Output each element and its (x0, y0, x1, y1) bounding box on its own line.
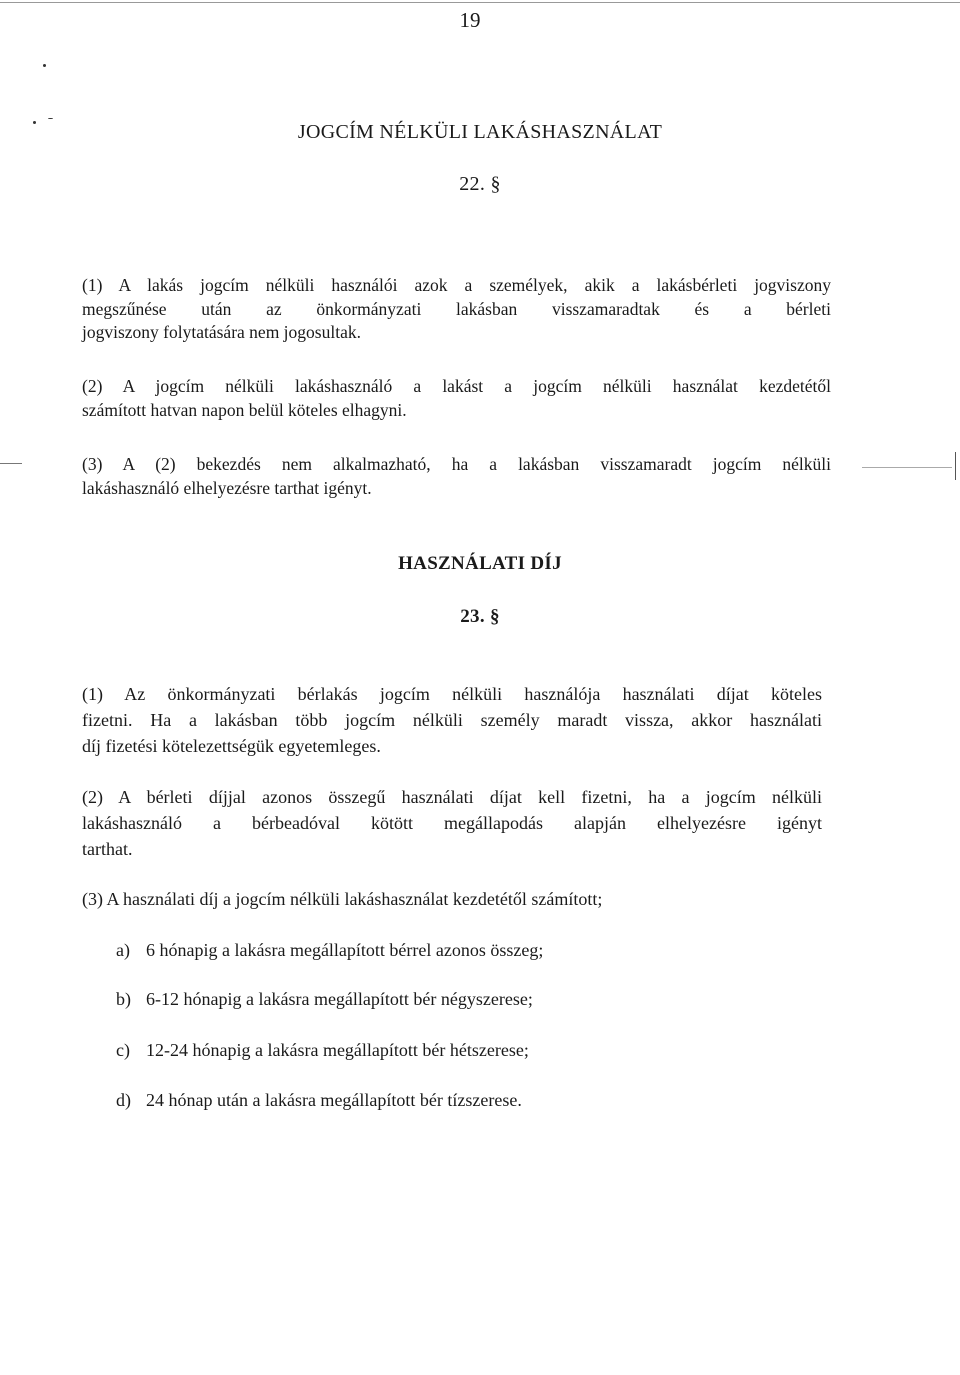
list-item-c (116, 1040, 529, 1061)
list-marker: a) (116, 940, 130, 960)
text-line: díj fizetési kötelezettségük egyetemleges. (82, 736, 381, 756)
section-title-hasznalati-dij: HASZNÁLATI DÍJ (398, 553, 562, 574)
text-line: (1) Az önkormányzati bérlakás jogcím nélküli használója használati díjat köteles (82, 684, 822, 704)
list-item-d (116, 1090, 522, 1111)
scan-speck (48, 118, 53, 119)
text-line: lakáshasználó elhelyezésre tarthat igényt. (82, 477, 372, 498)
list-marker: c) (116, 1040, 130, 1060)
list-text: 6 hónapig a lakásra megállapított bérrel azonos összeg; (146, 940, 544, 960)
paragraph-22-2 (82, 375, 831, 422)
list-item-a (116, 940, 543, 961)
list-text: 12-24 hónapig a lakásra megállapított bér hétszerese; (146, 1040, 529, 1060)
scan-artifact (955, 452, 956, 480)
text-line: számított hatvan napon belül köteles elhagyni. (82, 399, 407, 420)
text-line: jogviszony folytatására nem jogosultak. (82, 322, 361, 342)
paragraph-number-23: 23. § (460, 606, 500, 627)
text-line: (3) A (2) bekezdés nem alkalmazható, ha a lakásban visszamaradt jogcím nélküli (82, 454, 831, 474)
scan-artifact (0, 463, 22, 464)
text-line: tarthat. (82, 839, 133, 859)
paragraph-23-2 (82, 784, 822, 862)
paragraph-23-1 (82, 681, 822, 759)
section-title-jogcim: JOGCÍM NÉLKÜLI LAKÁSHASZNÁLAT (297, 121, 663, 143)
scan-artifact (862, 467, 952, 468)
text-line: lakáshasználó a bérbeadóval kötött megállapodás alapján elhelyezésre igényt (82, 813, 822, 833)
paragraph-22-3 (82, 453, 831, 500)
page-number: 19 (459, 8, 481, 32)
text-line: (2) A jogcím nélküli lakáshasználó a lakást a jogcím nélküli használat kezdetétől (82, 376, 831, 396)
scan-speck (43, 64, 46, 67)
text-line: megszűnése után az önkormányzati lakásban visszamaradtak és a bérleti (82, 298, 831, 319)
paragraph-22-1 (82, 274, 831, 345)
paragraph-number-22: 22. § (459, 173, 501, 195)
text-line: (2) A bérleti díjjal azonos összegű használati díjat kell fizetni, ha a jogcím nélküli (82, 787, 822, 807)
list-item-b (116, 989, 533, 1010)
list-marker: b) (116, 989, 131, 1009)
text-line: (3) A használati díj a jogcím nélküli lakáshasználat kezdetétől számított; (82, 889, 603, 909)
list-text: 24 hónap után a lakásra megállapított bér tízszerese. (146, 1090, 522, 1110)
scan-top-edge (0, 2, 960, 3)
text-line: fizetni. Ha a lakásban több jogcím nélküli személy maradt vissza, akkor használati (82, 710, 822, 730)
text-line: (1) A lakás jogcím nélküli használói azok a személyek, akik a lakásbérleti jogviszony (82, 275, 831, 295)
list-marker: d) (116, 1090, 131, 1110)
paragraph-23-3 (82, 886, 822, 912)
list-text: 6-12 hónapig a lakásra megállapított bér négyszerese; (146, 989, 533, 1009)
